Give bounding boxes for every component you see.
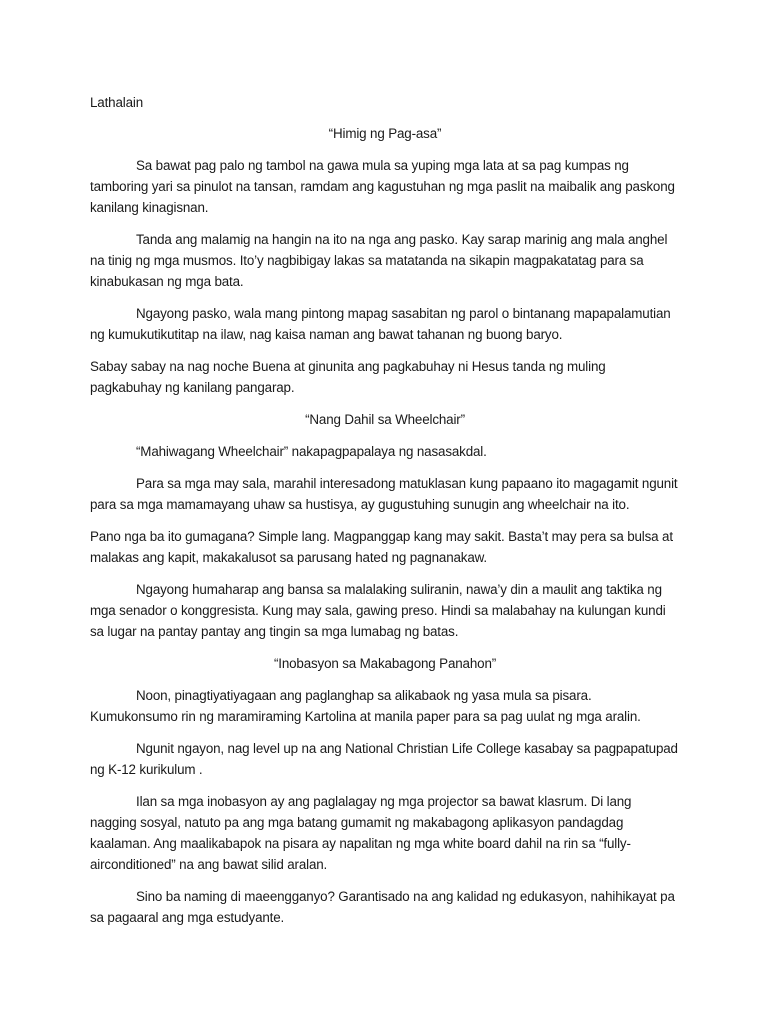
paragraph: Ngayong humaharap ang bansa sa malalaking suliranin, nawa’y din a maulit ang taktika ng mga senador o konggresista. Kung may sala, gawing preso. Hindi sa malabahay na kulungan kundi sa lugar na pantay pantay ang tingin sa mga lumabag ng batas. <box>90 582 666 639</box>
paragraph: Pano nga ba ito gumagana? Simple lang. Magpanggap kang may sakit. Basta’t may pera sa bulsa at malakas ang kapit, makakalusot sa parusang hated ng pagnanakaw. <box>90 529 673 565</box>
paragraph: Sa bawat pag palo ng tambol na gawa mula sa yuping mga lata at sa pag kumpas ng tamboring yari sa pinulot na tansan, ramdam ang kagustuhan ng mga paslit na maibalik ang paskong kanilang kinagisnan. <box>90 158 675 215</box>
paragraph: Para sa mga may sala, marahil interesadong matuklasan kung papaano ito magagamit ngunit para sa mga mamamayang uhaw sa hustisya, ay gugustuhing sunugin ang wheelchair na ito. <box>90 476 678 512</box>
document-body <box>90 92 680 939</box>
paragraph: Ngayong pasko, wala mang pintong mapag sasabitan ng parol o bintanang mapapalamutian ng kumukutikutitap na ilaw, nag kaisa naman ang bawat tahanan ng buong baryo. <box>90 306 671 342</box>
section-title-wheelchair: “Nang Dahil sa Wheelchair” <box>305 412 465 427</box>
document-label: Lathalain <box>90 95 144 110</box>
section-title-inobasyon: “Inobasyon sa Makabagong Panahon” <box>273 656 497 671</box>
paragraph: Sino ba naming di maeengganyo? Garantisado na ang kalidad ng edukasyon, nahihikayat pa sa pagaaral ang mga estudyante. <box>90 889 675 925</box>
paragraph: Ilan sa mga inobasyon ay ang paglalagay ng mga projector sa bawat klasrum. Di lang nagging sosyal, natuto pa ang mga batang gumamit ng makabagong aplikasyon pandagdag kaalaman. Ang maalikabapok na pisara ay napalitan ng mga white board dahil na rin sa “fully- airconditioned” na ang bawat silid aralan. <box>90 794 632 872</box>
paragraph: “Mahiwagang Wheelchair” nakapagpapalaya ng nasasakdal. <box>136 444 487 459</box>
paragraph: Ngunit ngayon, nag level up na ang National Christian Life College kasabay sa pagpapatupad ng K-12 kurikulum . <box>90 741 678 777</box>
paragraph: Sabay sabay na nag noche Buena at ginunita ang pagkabuhay ni Hesus tanda ng muling pagkabuhay ng kanilang pangarap. <box>90 359 606 395</box>
paragraph: Noon, pinagtiyatiyagaan ang paglanghap sa alikabaok ng yasa mula sa pisara. Kumukonsumo rin ng maramiraming Kartolina at manila paper para sa pag uulat ng mga aralin. <box>90 688 641 724</box>
section-title-himig: “Himig ng Pag-asa” <box>328 126 442 141</box>
paragraph: Tanda ang malamig na hangin na ito na nga ang pasko. Kay sarap marinig ang mala anghel na tinig ng mga musmos. Ito’y nagbibigay lakas sa matatanda na sikapin magpakatatag para sa kinabukasan ng mga bata. <box>90 232 668 289</box>
